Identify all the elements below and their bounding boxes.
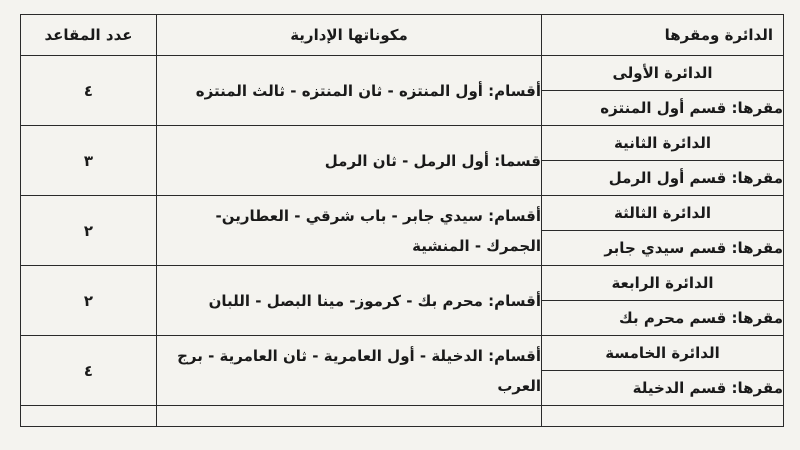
district-name: الدائرة الأولى — [542, 56, 784, 91]
districts-table — [20, 14, 784, 427]
header-seats: عدد المقاعد — [21, 15, 157, 56]
seat-count: ٣ — [21, 126, 157, 196]
district-components: أقسام: سيدي جابر - باب شرقي - العطارين- الجمرك - المنشية — [157, 196, 542, 266]
district-components: قسما: أول الرمل - ثان الرمل — [157, 126, 542, 196]
district-seat: مقرها: قسم أول المنتزه — [542, 91, 784, 126]
table-row-partial — [21, 406, 784, 427]
table-row — [21, 266, 784, 301]
district-components: أقسام: الدخيلة - أول العامرية - ثان العامرية - برج العرب — [157, 336, 542, 406]
table-header-row — [21, 15, 784, 56]
district-name: الدائرة الثالثة — [542, 196, 784, 231]
district-name: الدائرة الخامسة — [542, 336, 784, 371]
district-seat: مقرها: قسم أول الرمل — [542, 161, 784, 196]
district-seat: مقرها: قسم سيدي جابر — [542, 231, 784, 266]
seat-count: ٤ — [21, 336, 157, 406]
district-seat: مقرها: قسم الدخيلة — [542, 371, 784, 406]
district-name: الدائرة الرابعة — [542, 266, 784, 301]
district-name: الدائرة الثانية — [542, 126, 784, 161]
partial-cell — [542, 406, 784, 427]
seat-count: ٢ — [21, 196, 157, 266]
partial-cell — [157, 406, 542, 427]
table-row — [21, 336, 784, 371]
district-components: أقسام: محرم بك - كرموز- مينا البصل - اللبان — [157, 266, 542, 336]
table-row — [21, 126, 784, 161]
seat-count: ٢ — [21, 266, 157, 336]
district-seat: مقرها: قسم محرم بك — [542, 301, 784, 336]
partial-cell — [21, 406, 157, 427]
table-row — [21, 196, 784, 231]
table-row — [21, 56, 784, 91]
header-components: مكوناتها الإدارية — [157, 15, 542, 56]
district-components: أقسام: أول المنتزه - ثان المنتزه - ثالث المنتزه — [157, 56, 542, 126]
seat-count: ٤ — [21, 56, 157, 126]
header-district: الدائرة ومقرها — [542, 15, 784, 56]
